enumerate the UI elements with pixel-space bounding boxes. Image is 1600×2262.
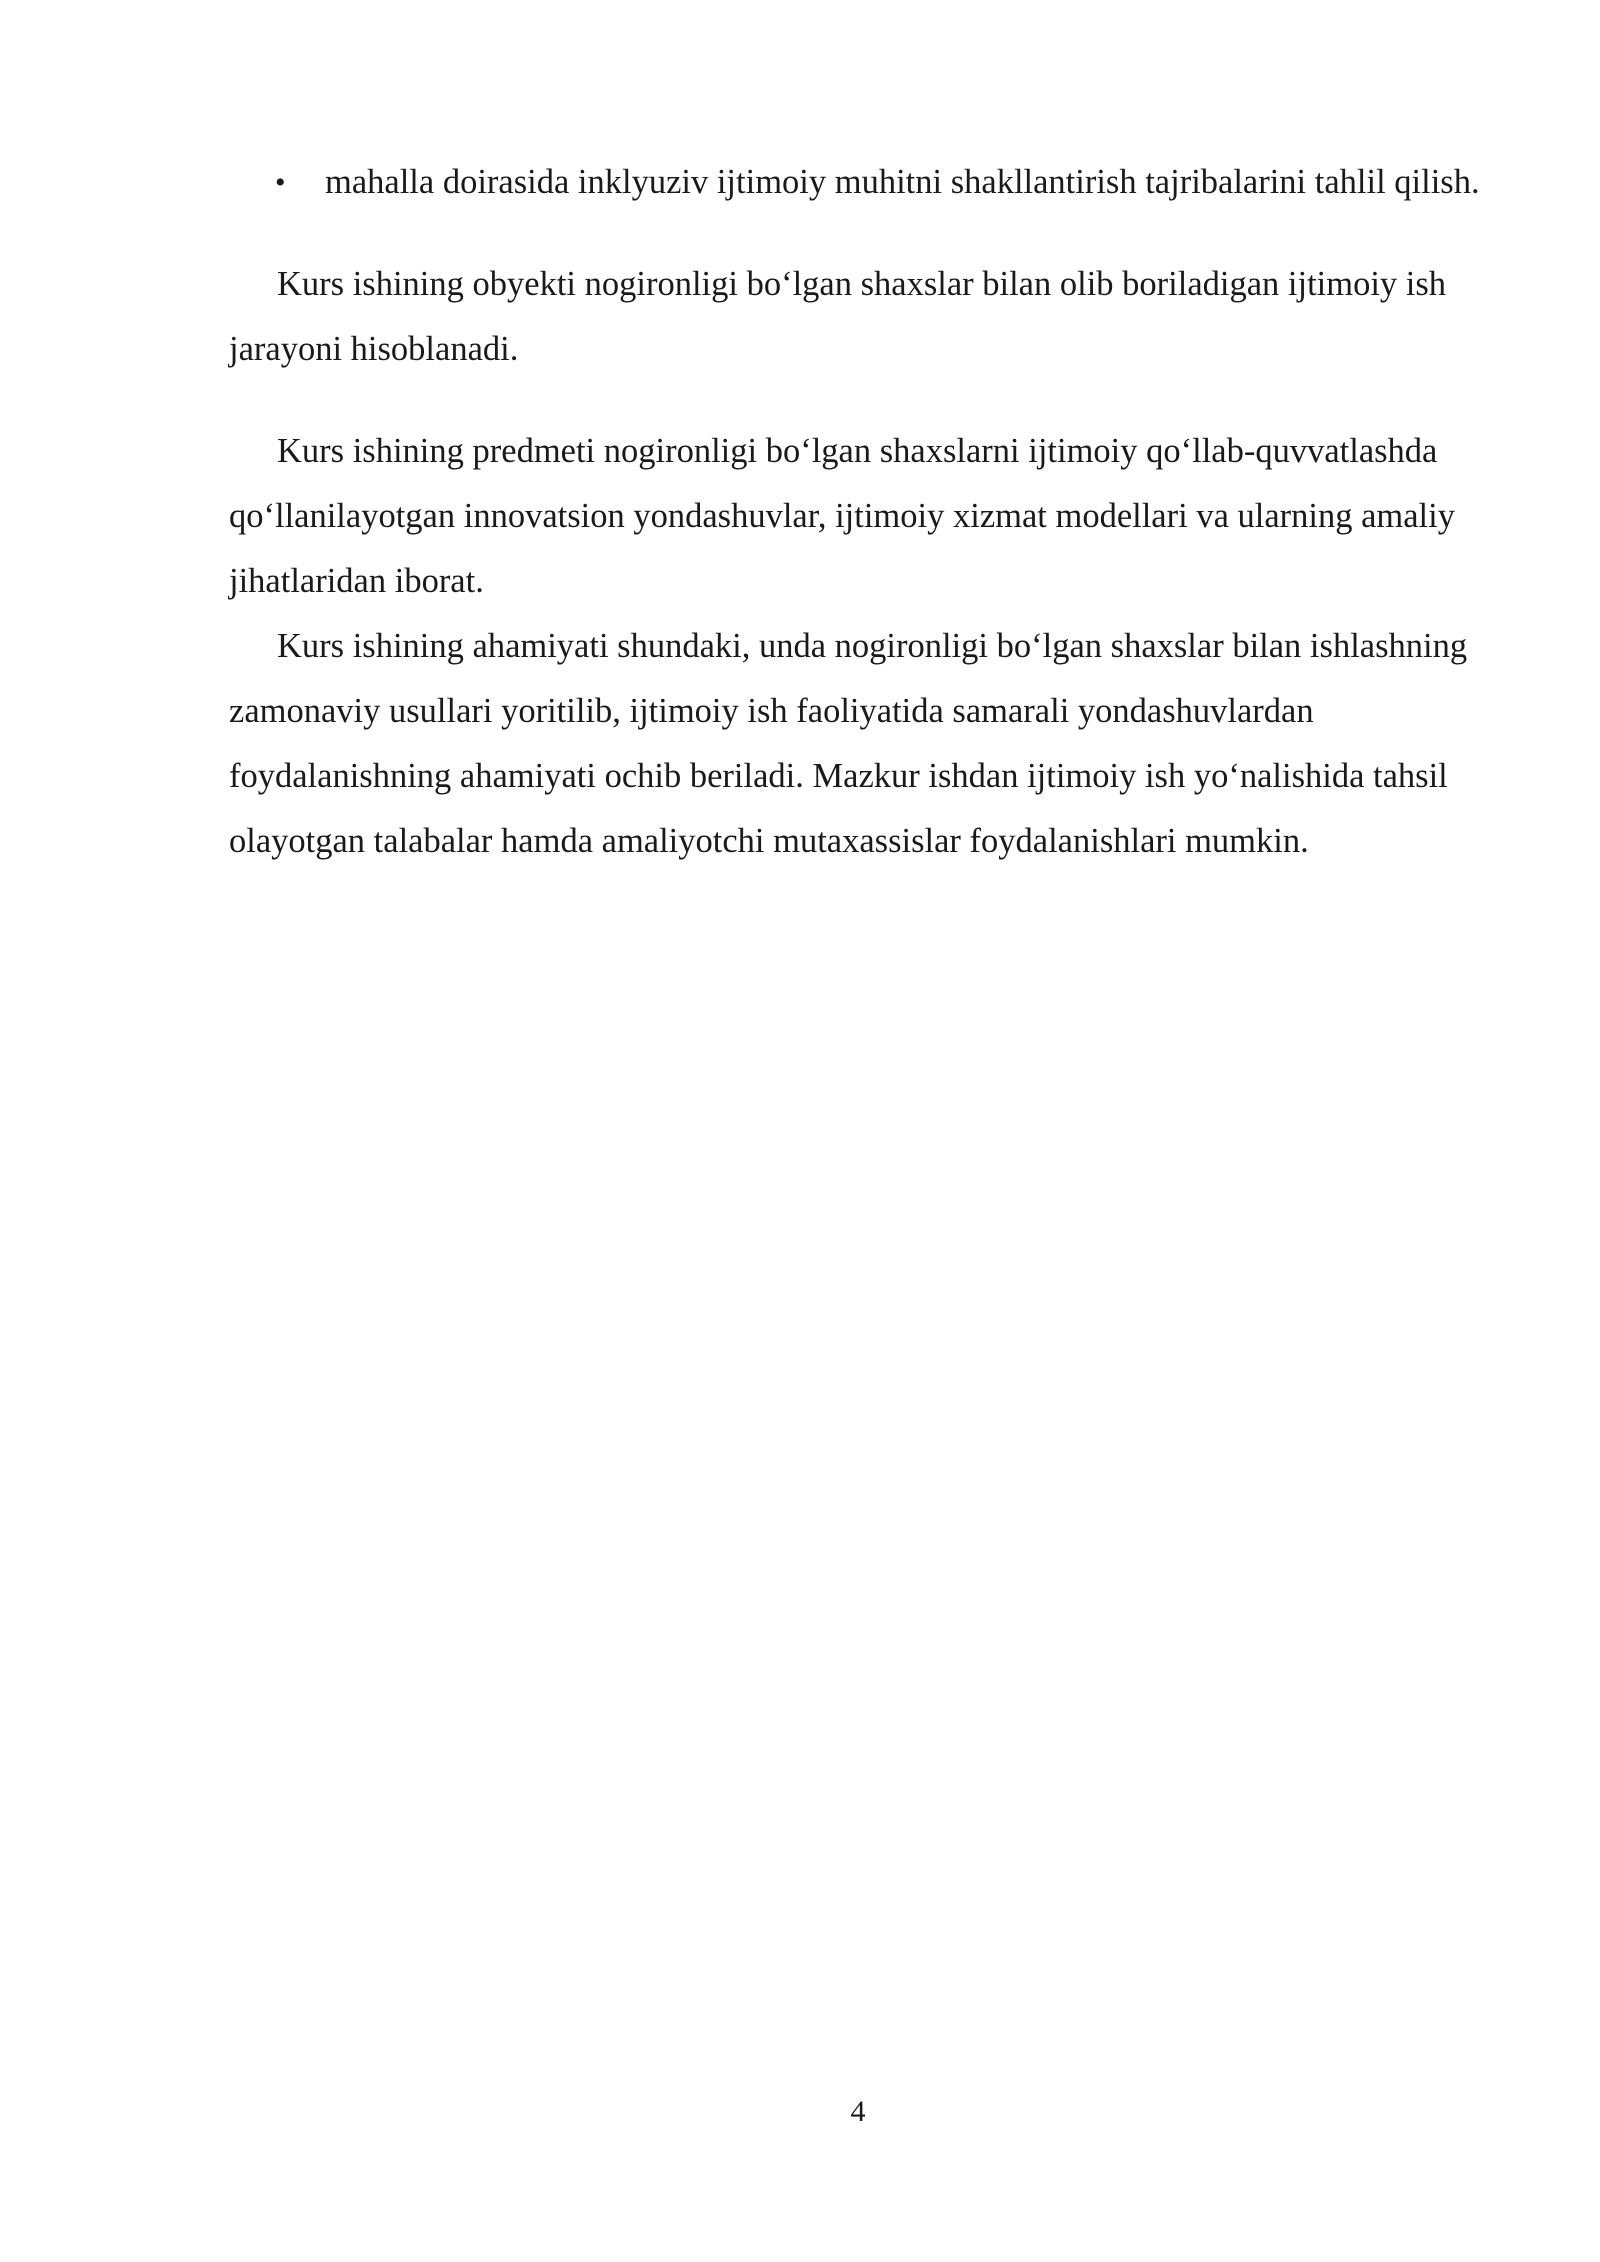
page-body — [229, 150, 1491, 874]
paragraph-significance: Kurs ishining ahamiyati shundaki, unda nogironligi bo‘lgan shaxslar bilan ishlashning zamonaviy usullari yoritilib, ijtimoiy ish faoliyatida samarali yondashuvlardan foydalanishning ahamiyati ochib beriladi. Mazkur ishdan ijtimoiy ish yo‘nalishida tahsil olayotgan talabalar hamda amaliyotchi mutaxassislar foydalanishlari mumkin. — [229, 627, 1468, 860]
paragraph-object: Kurs ishining obyekti nogironligi bo‘lgan shaxslar bilan olib boriladigan ijtimoiy ish jarayoni hisoblanadi. — [229, 265, 1447, 368]
bullet-icon: • — [275, 166, 286, 199]
list-item-text: mahalla doirasida inklyuziv ijtimoiy muhitni shakllantirish tajribalarini tahlil qilish. — [325, 163, 1480, 201]
paragraph-subject: Kurs ishining predmeti nogironligi bo‘lgan shaxslarni ijtimoiy qo‘llab-quvvatlashda qo‘llanilayotgan innovatsion yondashuvlar, ijtimoiy xizmat modellari va ularning amaliy jihatlaridan iborat. — [229, 432, 1455, 600]
list-item — [229, 150, 1491, 215]
page-number: 4 — [850, 2095, 866, 2128]
